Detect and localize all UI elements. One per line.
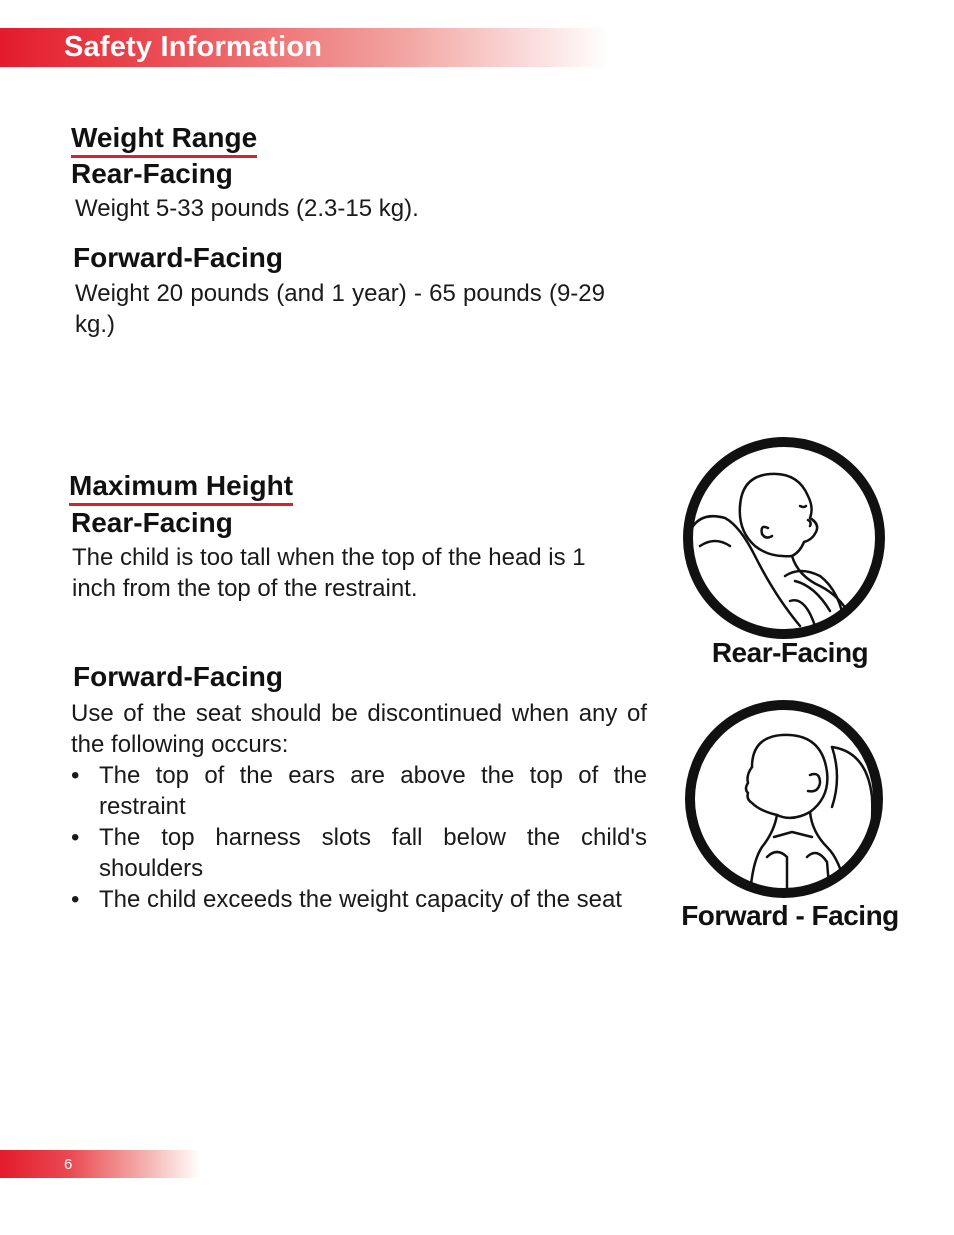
weight-forward-facing-label: Forward-Facing bbox=[73, 242, 284, 273]
rear-facing-child-illustration bbox=[680, 436, 888, 644]
height-forward-facing-intro: Use of the seat should be discontinued when any of the following occurs: bbox=[71, 700, 647, 758]
height-forward-facing-label: Forward-Facing bbox=[73, 661, 284, 692]
page-number: 6 bbox=[64, 1156, 73, 1173]
page-title: Safety Information bbox=[64, 31, 323, 63]
weight-rear-facing-text: Weight 5-33 pounds (2.3-15 kg). bbox=[75, 195, 419, 222]
forward-facing-caption: Forward - Facing bbox=[681, 900, 899, 931]
weight-range-title: Weight Range bbox=[71, 122, 258, 153]
weight-forward-facing-text: Weight 20 pounds (and 1 year) - 65 pounds (9-29 kg.) bbox=[75, 280, 605, 338]
maximum-height-title: Maximum Height bbox=[69, 470, 294, 501]
forward-facing-child-illustration bbox=[682, 697, 886, 901]
height-rear-facing-label: Rear-Facing bbox=[71, 507, 233, 538]
discontinue-conditions-list bbox=[71, 760, 647, 915]
height-rear-facing-text: The child is too tall when the top of the head is 1 inch from the top of the restraint. bbox=[72, 544, 586, 602]
weight-rear-facing-label: Rear-Facing bbox=[71, 158, 233, 189]
list-item: • The child exceeds the weight capacity of the seat bbox=[71, 886, 622, 913]
weight-range-heading bbox=[71, 122, 257, 154]
heading-underline bbox=[69, 503, 293, 506]
maximum-height-heading bbox=[69, 470, 293, 502]
list-item: • The top of the ears are above the top of the restraint bbox=[71, 762, 647, 820]
list-item: • The top harness slots fall below the child's shoulders bbox=[71, 824, 647, 882]
footer-bar bbox=[0, 1150, 200, 1178]
rear-facing-caption: Rear-Facing bbox=[711, 637, 869, 668]
